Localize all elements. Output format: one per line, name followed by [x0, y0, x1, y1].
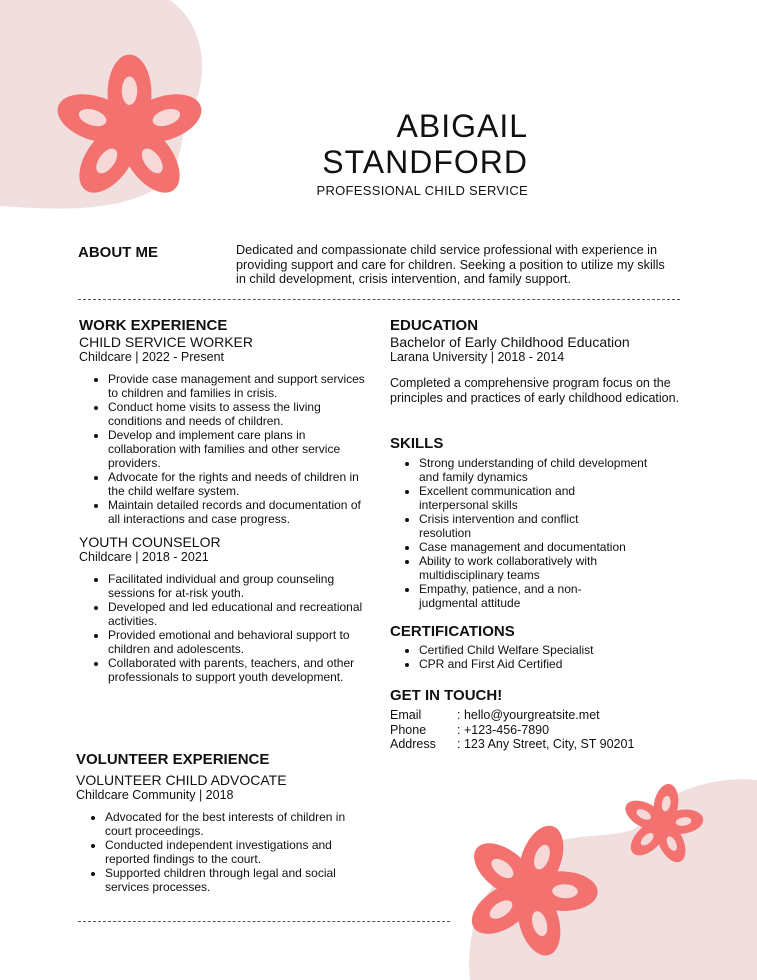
volunteer-title: VOLUNTEER CHILD ADVOCATE [76, 772, 287, 788]
list-item: • Develop and implement care plans in collaboration with families and other service providers. [108, 428, 369, 470]
about-text: Dedicated and compassionate child service professional with experience in providing support and care for children. Seeking a position to utilize my skills in child development, crisis intervention, and family support. [236, 243, 665, 286]
list-item: • Developed and led educational and recreational activities. [108, 600, 369, 628]
certifications-section [390, 623, 690, 679]
list-item: • CPR and First Aid Certified [419, 657, 690, 671]
contact-row-address [390, 737, 690, 752]
job-title: PROFESSIONAL CHILD SERVICE [316, 183, 528, 198]
job-title: YOUTH COUNSELOR [79, 534, 221, 550]
job-bullets [79, 372, 369, 526]
contact-label: Email [390, 708, 422, 722]
job-title: CHILD SERVICE WORKER [79, 334, 253, 350]
degree: Bachelor of Early Childhood Education [390, 334, 630, 350]
about-heading: ABOUT ME [78, 244, 158, 261]
job-entry [79, 334, 369, 526]
divider [78, 299, 680, 300]
list-item: • Conduct home visits to assess the living conditions and needs of children. [108, 400, 369, 428]
contact-value: : +123-456-7890 [457, 722, 550, 737]
certifications-list [390, 643, 690, 671]
list-item: • Maintain detailed records and documentation of all interactions and case progress. [108, 498, 369, 526]
full-name [322, 108, 528, 180]
list-item: • Ability to work collaboratively with multidisciplinary teams [419, 554, 639, 582]
list-item: • Certified Child Welfare Specialist [419, 643, 690, 657]
divider [78, 921, 450, 922]
contact-heading: GET IN TOUCH! [390, 687, 503, 704]
certifications-heading: CERTIFICATIONS [390, 623, 515, 640]
volunteer-bullets [76, 810, 366, 894]
education-description: Completed a comprehensive program focus on the principles and practices of early childhood edication. [390, 376, 680, 405]
contact-label: Address [390, 737, 436, 751]
list-item: • Excellent communication and interpersonal skills [419, 484, 619, 512]
flower-icon [620, 782, 705, 867]
first-name: ABIGAIL [396, 108, 528, 144]
education-section [390, 317, 690, 405]
job-entry [79, 534, 369, 684]
list-item: • Case management and documentation [419, 540, 690, 554]
contact-row-email [390, 708, 690, 723]
contact-value: : hello@yourgreatsite.met [457, 708, 600, 722]
volunteer-heading: VOLUNTEER EXPERIENCE [76, 751, 270, 768]
flower-icon [460, 820, 600, 960]
contact-label: Phone [390, 722, 427, 737]
list-item: • Advocated for the best interests of children in court proceedings. [105, 810, 366, 838]
last-name: STANDFORD [322, 144, 528, 180]
volunteer-meta: Childcare Community | 2018 [76, 788, 234, 802]
work-heading: WORK EXPERIENCE [79, 317, 228, 334]
skills-section [390, 435, 690, 618]
contact-value: : 123 Any Street, City, ST 90201 [457, 737, 635, 751]
list-item: • Strong understanding of child development and family dynamics [419, 456, 659, 484]
skills-list [390, 456, 690, 610]
list-item: • Supported children through legal and social services processes. [105, 866, 366, 894]
contact-row-phone [390, 723, 690, 738]
contact-section [390, 687, 690, 752]
job-meta: Childcare | 2018 - 2021 [79, 550, 209, 564]
list-item: • Empathy, patience, and a non-judgmental attitude [419, 582, 619, 610]
list-item: • Provided emotional and behavioral support to children and adolescents. [108, 628, 369, 656]
work-experience-section [79, 317, 369, 692]
job-bullets [79, 572, 369, 684]
job-meta: Childcare | 2022 - Present [79, 350, 224, 364]
list-item: • Advocate for the rights and needs of children in the child welfare system. [108, 470, 369, 498]
volunteer-section [76, 751, 366, 902]
education-heading: EDUCATION [390, 317, 479, 334]
school: Larana University | 2018 - 2014 [390, 350, 565, 364]
flower-icon [52, 52, 207, 207]
skills-heading: SKILLS [390, 435, 444, 452]
list-item: • Collaborated with parents, teachers, and other professionals to support youth development. [108, 656, 369, 684]
list-item: • Facilitated individual and group counseling sessions for at-risk youth. [108, 572, 369, 600]
list-item: • Provide case management and support services to children and families in crisis. [108, 372, 369, 400]
list-item: • Crisis intervention and conflict resolution [419, 512, 619, 540]
list-item: • Conducted independent investigations and reported findings to the court. [105, 838, 366, 866]
